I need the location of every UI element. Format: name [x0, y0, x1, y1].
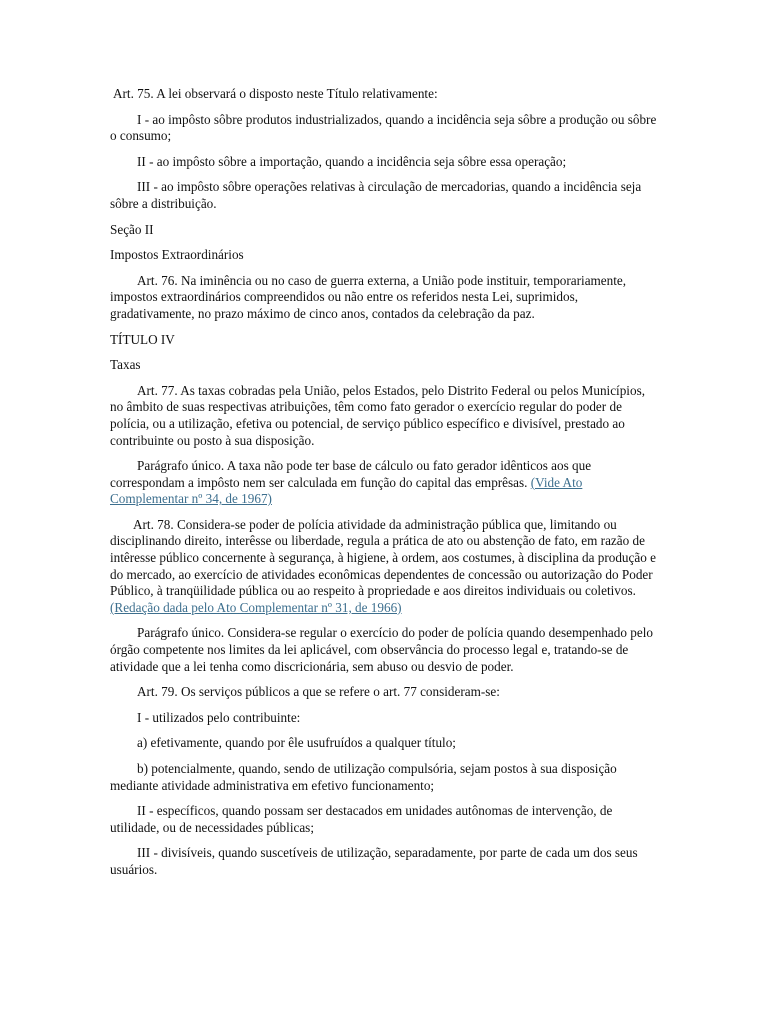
- art-79-inciso-i: I - utilizados pelo contribuinte:: [137, 709, 301, 725]
- art-75-inciso-i: I - ao impôsto sôbre produtos industrializados, quando a incidência seja sôbre a produção ou sôbre o consumo;: [110, 111, 657, 144]
- art-75-inciso-iii: III - ao impôsto sôbre operações relativas à circulação de mercadorias, quando a incidência seja sôbre a distribuição.: [110, 179, 642, 211]
- art-77-paragrafo-unico: [110, 458, 658, 508]
- art-78-paragrafo-unico: Parágrafo único. Considera-se regular o exercício do poder de polícia quando desempenhado pelo órgão competente nos limites da lei aplicável, com observância do processo legal e, tratando-se de atividade que a lei tenha como discricionária, sem abuso ou desvio de poder.: [110, 625, 653, 674]
- vide-ato-complementar-34-link[interactable]: (Vide Ato Complementar nº 34, de 1967): [110, 474, 583, 507]
- art-77-paragrafo-text: Parágrafo único. A taxa não pode ter base de cálculo ou fato gerador idênticos aos que correspondam a impôsto nem ser calculada em função do capital das emprêsas.: [110, 458, 592, 490]
- redacao-ato-complementar-31-link[interactable]: (Redação dada pelo Ato Complementar nº 31, de 1966): [110, 599, 402, 615]
- art-79-alinea-a: a) efetivamente, quando por êle usufruídos a qualquer título;: [137, 735, 456, 751]
- art-75: Art. 75. A lei observará o disposto neste Título relativamente:: [113, 86, 438, 101]
- title-name: Taxas: [110, 357, 141, 373]
- title-heading: TÍTULO IV: [110, 331, 175, 347]
- art-78: [110, 517, 658, 617]
- art-79-inciso-ii: II - específicos, quando possam ser destacados em unidades autônomas de intervenção, de utilidade, ou de necessidades públicas;: [110, 803, 613, 835]
- section-heading: Seção II: [110, 221, 154, 237]
- document-page: [110, 86, 658, 888]
- art-76: Art. 76. Na iminência ou no caso de guerra externa, a União pode instituir, temporariamente, impostos extraordinários compreendidos ou não entre os referidos nesta Lei, suprimidos, gradativamente, no prazo máximo de cinco anos, contados da celebração da paz.: [110, 272, 627, 321]
- section-title: Impostos Extraordinários: [110, 247, 244, 263]
- art-78-text: Art. 78. Considera-se poder de polícia atividade da administração pública que, limitando ou disciplinando direito, interêsse ou liberdade, regula a prática de ato ou abstenção de fato, em razão de intêresse público concernente à segurança, à higiene, à ordem, aos costumes, à disciplina da produção e do mercado, ao exercício de atividades econômicas dependentes de concessão ou autorização do Poder Público, à tranqüilidade pública ou ao respeito à propriedade e aos direitos individuais ou coletivos.: [110, 516, 656, 599]
- art-79-alinea-b: b) potencialmente, quando, sendo de utilização compulsória, sejam postos à sua disposição mediante atividade administrativa em efetivo funcionamento;: [110, 761, 617, 793]
- art-79: Art. 79. Os serviços públicos a que se refere o art. 77 consideram-se:: [137, 684, 500, 700]
- art-79-inciso-iii: III - divisíveis, quando suscetíveis de utilização, separadamente, por parte de cada um dos seus usuários.: [110, 845, 638, 877]
- art-75-inciso-ii: II - ao impôsto sôbre a importação, quando a incidência seja sôbre essa operação;: [137, 153, 567, 169]
- art-77: Art. 77. As taxas cobradas pela União, pelos Estados, pelo Distrito Federal ou pelos Municípios, no âmbito de suas respectivas atribuições, têm como fato gerador o exercício regular do poder de polícia, ou a utilização, efetiva ou potencial, de serviço público específico e divisível, prestado ao contribuinte ou posto à sua disposição.: [110, 382, 645, 448]
